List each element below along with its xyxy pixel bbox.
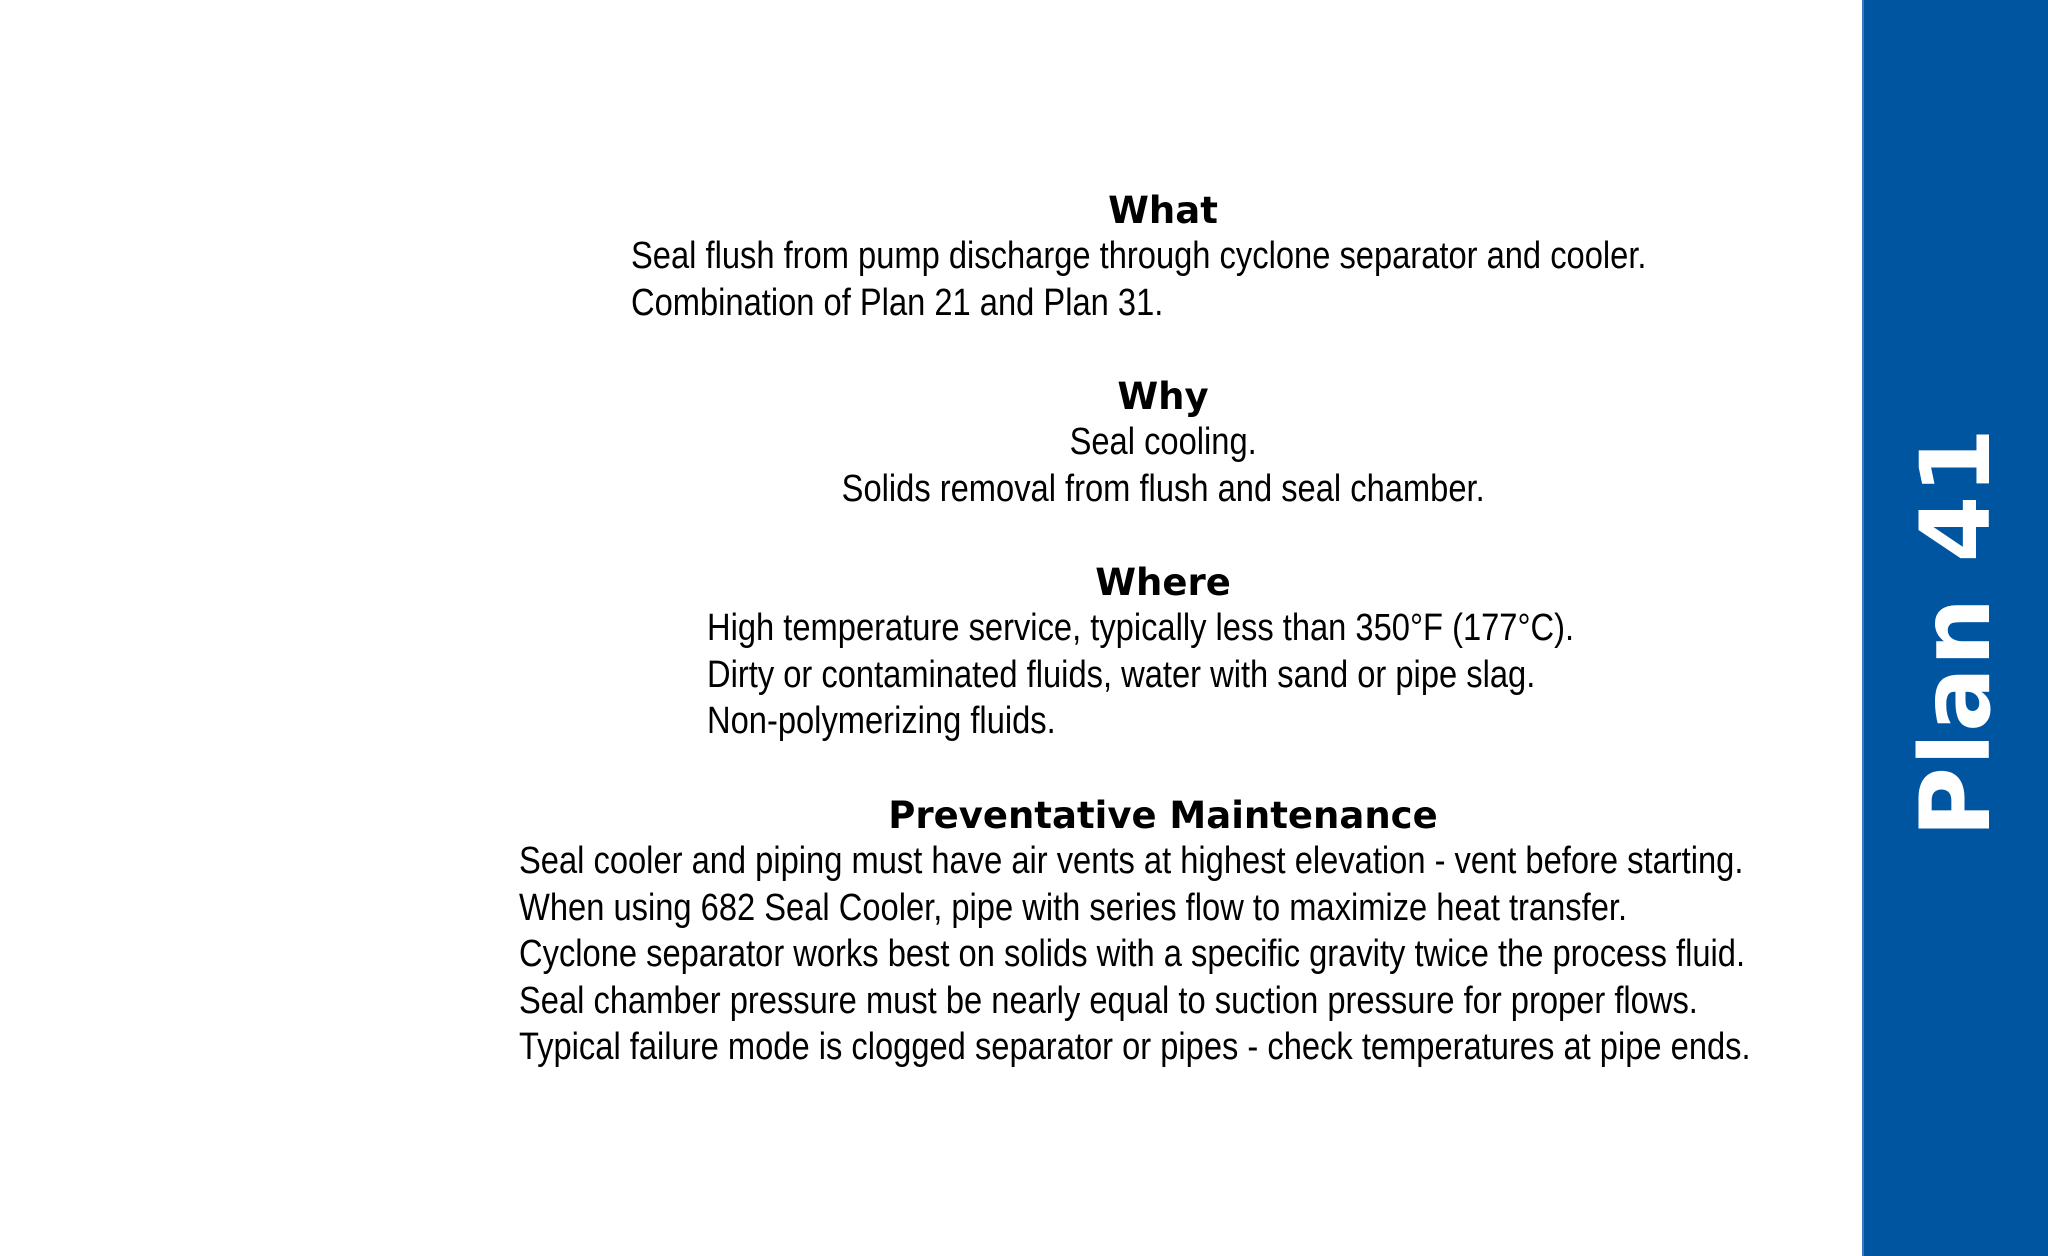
why-text	[0, 419, 2048, 512]
why-heading: Why	[1117, 375, 1209, 418]
why-line-1: Seal cooling.	[1069, 421, 1257, 463]
maintenance-heading: Preventative Maintenance	[888, 794, 1438, 837]
maintenance-line-3: Cyclone separator works best on solids with a specific gravity twice the process fluid.	[519, 933, 1746, 975]
what-text	[631, 233, 1646, 326]
maintenance-line-1: Seal cooler and piping must have air vents at highest elevation - vent before starting.	[519, 840, 1744, 882]
what-line-2: Combination of Plan 21 and Plan 31.	[631, 281, 1164, 324]
why-line-2: Solids removal from flush and seal chamber.	[841, 467, 1485, 510]
what-line-1: Seal flush from pump discharge through cyclone separator and cooler.	[631, 235, 1647, 277]
plan-side-tab	[1862, 0, 2048, 1256]
maintenance-line-4: Seal chamber pressure must be nearly equal to suction pressure for proper flows.	[519, 979, 1698, 1022]
where-text	[707, 605, 1574, 745]
plan-side-tab-label: Plan 41	[1900, 426, 2012, 838]
where-line-2: Dirty or contaminated fluids, water with sand or pipe slag.	[707, 653, 1536, 696]
maintenance-text	[519, 838, 1751, 1071]
maintenance-line-2: When using 682 Seal Cooler, pipe with series flow to maximize heat transfer.	[519, 886, 1628, 929]
where-heading: Where	[1095, 561, 1231, 604]
where-line-1: High temperature service, typically less than 350°F (177°C).	[707, 607, 1575, 649]
what-heading: What	[1108, 189, 1218, 232]
where-line-3: Non-polymerizing fluids.	[707, 700, 1056, 742]
maintenance-line-5: Typical failure mode is clogged separator or pipes - check temperatures at pipe ends.	[519, 1026, 1751, 1068]
